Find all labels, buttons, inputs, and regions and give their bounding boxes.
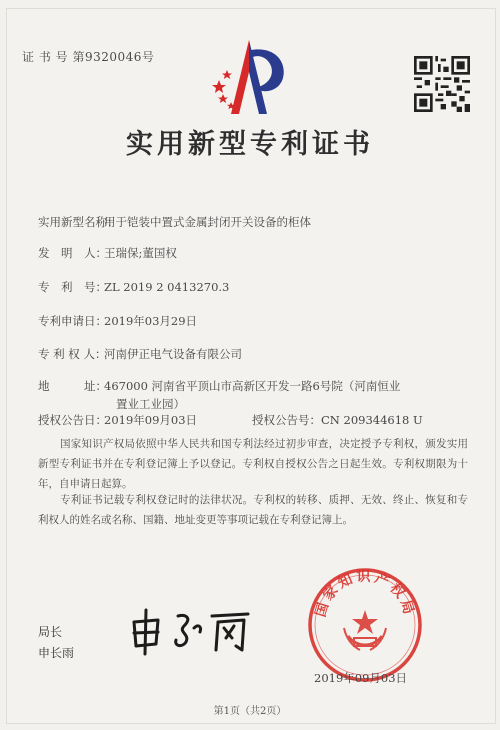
director-title: 局长 bbox=[38, 625, 63, 639]
grant-date-row bbox=[38, 412, 197, 428]
patentee-value: 河南伊正电气设备有限公司 bbox=[104, 347, 242, 361]
inventor-row bbox=[38, 245, 177, 261]
patent-office-emblem-icon bbox=[205, 32, 293, 120]
grant-date-label: 授权公告日： bbox=[38, 413, 107, 427]
publication-number-label: 授权公告号： bbox=[252, 413, 321, 427]
name-value: 用于铠装中置式金属封闭开关设备的柜体 bbox=[104, 215, 311, 229]
seal-date: 2019年09月03日 bbox=[314, 671, 408, 685]
director-name: 申长雨 bbox=[38, 646, 75, 660]
utility-model-name-row bbox=[38, 214, 311, 230]
qr-code-icon bbox=[414, 56, 470, 112]
address-value-line2: 置业工业园） bbox=[116, 397, 185, 411]
page-number: 第1页（共2页） bbox=[213, 706, 287, 717]
patent-number-value: ZL 2019 2 0413270.3 bbox=[104, 280, 230, 294]
svg-text:国家知识产权局 bbox=[312, 568, 417, 619]
grant-date-value: 2019年09月03日 bbox=[104, 413, 198, 427]
inventor-value: 王瑞保;董国权 bbox=[104, 246, 177, 260]
grant-statement-paragraph: 国家知识产权局依照中华人民共和国专利法经过初步审查，决定授予专利权，颁发实用新型专利证书并在专利登记簿上予以登记。专利权自授权公告之日起生效。专利权期限为十年，自申请日起算。 bbox=[38, 438, 468, 490]
certificate-number: 证 书 号 第9320046号 bbox=[22, 50, 155, 64]
filing-date-value: 2019年03月29日 bbox=[104, 314, 198, 328]
director-block bbox=[38, 622, 74, 664]
patentee-label: 专 利 权 人： bbox=[38, 347, 107, 361]
patentee-row bbox=[38, 346, 242, 362]
legal-status-paragraph: 专利证书记载专利权登记时的法律状况。专利权的转移、质押、无效、终止、恢复和专利权人的姓名或名称、国籍、地址变更等事项记载在专利登记簿上。 bbox=[38, 494, 468, 526]
official-seal-icon bbox=[306, 566, 424, 684]
seal-text: 国家知识产权局 bbox=[312, 569, 418, 619]
address-value-line1: 467000 河南省平顶山市高新区开发一路6号院（河南恒业 bbox=[104, 379, 401, 393]
address-row bbox=[38, 378, 400, 394]
address-label: 地 址： bbox=[38, 379, 107, 393]
certificate-title: 实用新型专利证书 bbox=[126, 129, 374, 160]
publication-number-row bbox=[252, 412, 423, 428]
director-signature bbox=[128, 606, 256, 656]
name-label: 实用新型名称： bbox=[38, 215, 119, 229]
publication-number-value: CN 209344618 U bbox=[321, 413, 423, 427]
inventor-label: 发 明 人： bbox=[38, 246, 107, 260]
filing-date-row bbox=[38, 313, 197, 329]
patent-number-label: 专 利 号： bbox=[38, 280, 107, 294]
filing-date-label: 专利申请日： bbox=[38, 314, 107, 328]
patent-number-row bbox=[38, 279, 229, 295]
